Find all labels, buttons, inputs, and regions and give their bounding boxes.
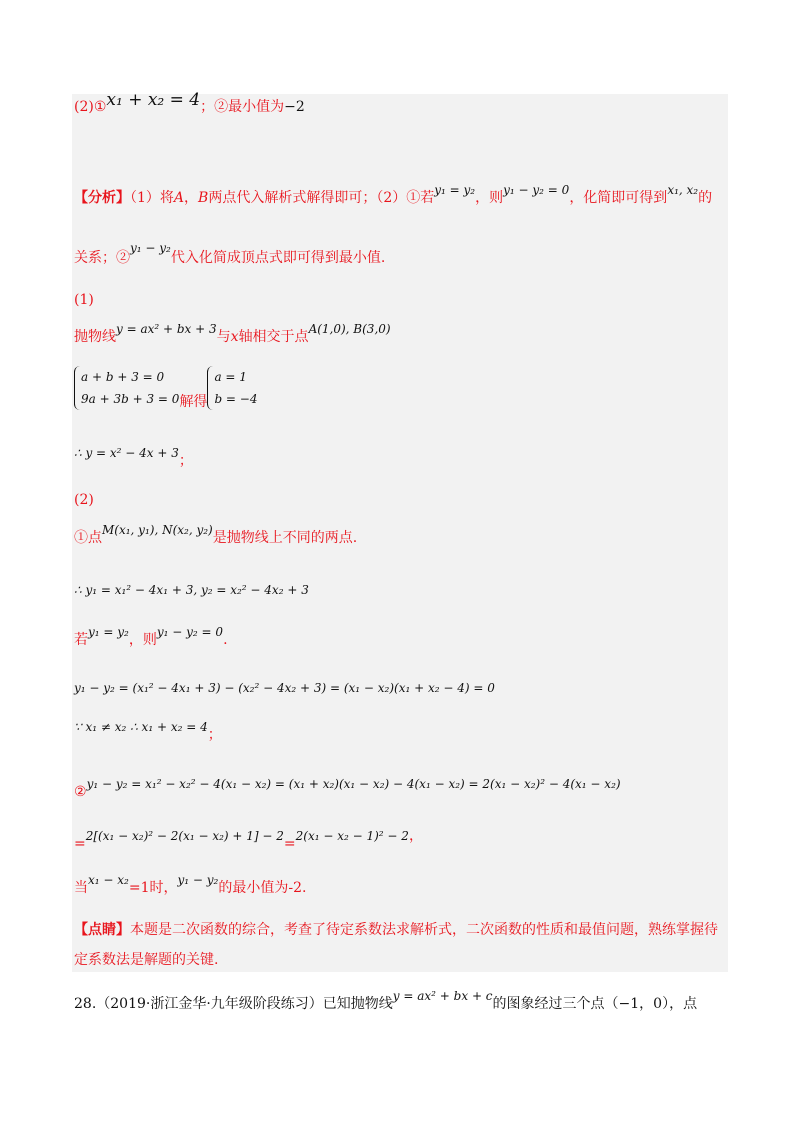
sol1-result: ∴ y = x² − 4x + 3； <box>74 446 193 469</box>
sol2-line-7: =2[(x₁ − x₂)² − 2(x₁ − x₂) + 1] − 2=2(x₁ − x₂ − 1)² − 2， <box>74 828 423 852</box>
sol2-line-3: 若y₁ = y₂，则y₁ − y₂ = 0. <box>74 625 228 648</box>
comment-tag: 【点睛】 <box>74 922 130 938</box>
system-solution: a = 1 b = −4 <box>207 366 257 410</box>
sol1-system: a + b + 3 = 0 9a + 3b + 3 = 0 解得 a = 1 b = −4 <box>74 366 258 412</box>
comment-line-2: 定系数法是解题的关键. <box>74 952 219 968</box>
sol2-line-2: ∴ y₁ = x₁² − 4x₁ + 3, y₂ = x₂² − 4x₂ + 3 <box>74 583 309 597</box>
sol2-line-5: ∵ x₁ ≠ x₂ ∴ x₁ + x₂ = 4； <box>74 720 222 743</box>
sol1-line-1: 抛物线y = ax² + bx + 3与x轴相交于点A(1,0), B(3,0) <box>74 322 391 345</box>
answer-min: −2 <box>284 99 305 115</box>
comment-line-1: 【点睛】本题是二次函数的综合，考查了待定系数法求解析式，二次函数的性质和最值问题，熟练掌握待 <box>74 922 718 938</box>
sol2-line-1: ①点M(x₁, y₁), N(x₂, y₂)是抛物线上不同的两点. <box>74 523 358 546</box>
analysis-line-2: 关系；②y₁ − y₂代入化简成顶点式即可得到最小值. <box>74 241 386 266</box>
sol2-line-6: ②y₁ − y₂ = x₁² − x₂² − 4(x₁ − x₂) = (x₁ + x₂)(x₁ − x₂) − 4(x₁ − x₂) = 2(x₁ − x₂)² − 4(x₁ − x₂) <box>74 777 621 800</box>
sol2-line-4: y₁ − y₂ = (x₁² − 4x₁ + 3) − (x₂² − 4x₂ + 3) = (x₁ − x₂)(x₁ + x₂ − 4) = 0 <box>74 681 495 695</box>
system-equations: a + b + 3 = 0 9a + 3b + 3 = 0 <box>74 366 179 410</box>
analysis-tag: 【分析】 <box>74 190 130 206</box>
sol1-label: (1) <box>74 292 94 308</box>
answer-part2: (2)①x₁ + x₂ = 4；②最小值为−2 <box>74 90 305 115</box>
sol2-label: (2) <box>74 492 94 508</box>
question-28: 28.（2019·浙江金华·九年级阶段练习）已知抛物线y = ax² + bx + c的图象经过三个点（−1，0），点 <box>74 989 698 1012</box>
sol2-line-8: 当x₁ − x₂=1时，y₁ − y₂的最小值为-2. <box>74 873 307 896</box>
analysis-line-1: 【分析】（1）将A，B两点代入解析式解得即可；（2）①若y₁ = y₂，则y₁ − y₂ = 0，化简即可得到x₁, x₂的 <box>74 183 713 206</box>
answer-equation: x₁ + x₂ = 4 <box>106 90 201 110</box>
